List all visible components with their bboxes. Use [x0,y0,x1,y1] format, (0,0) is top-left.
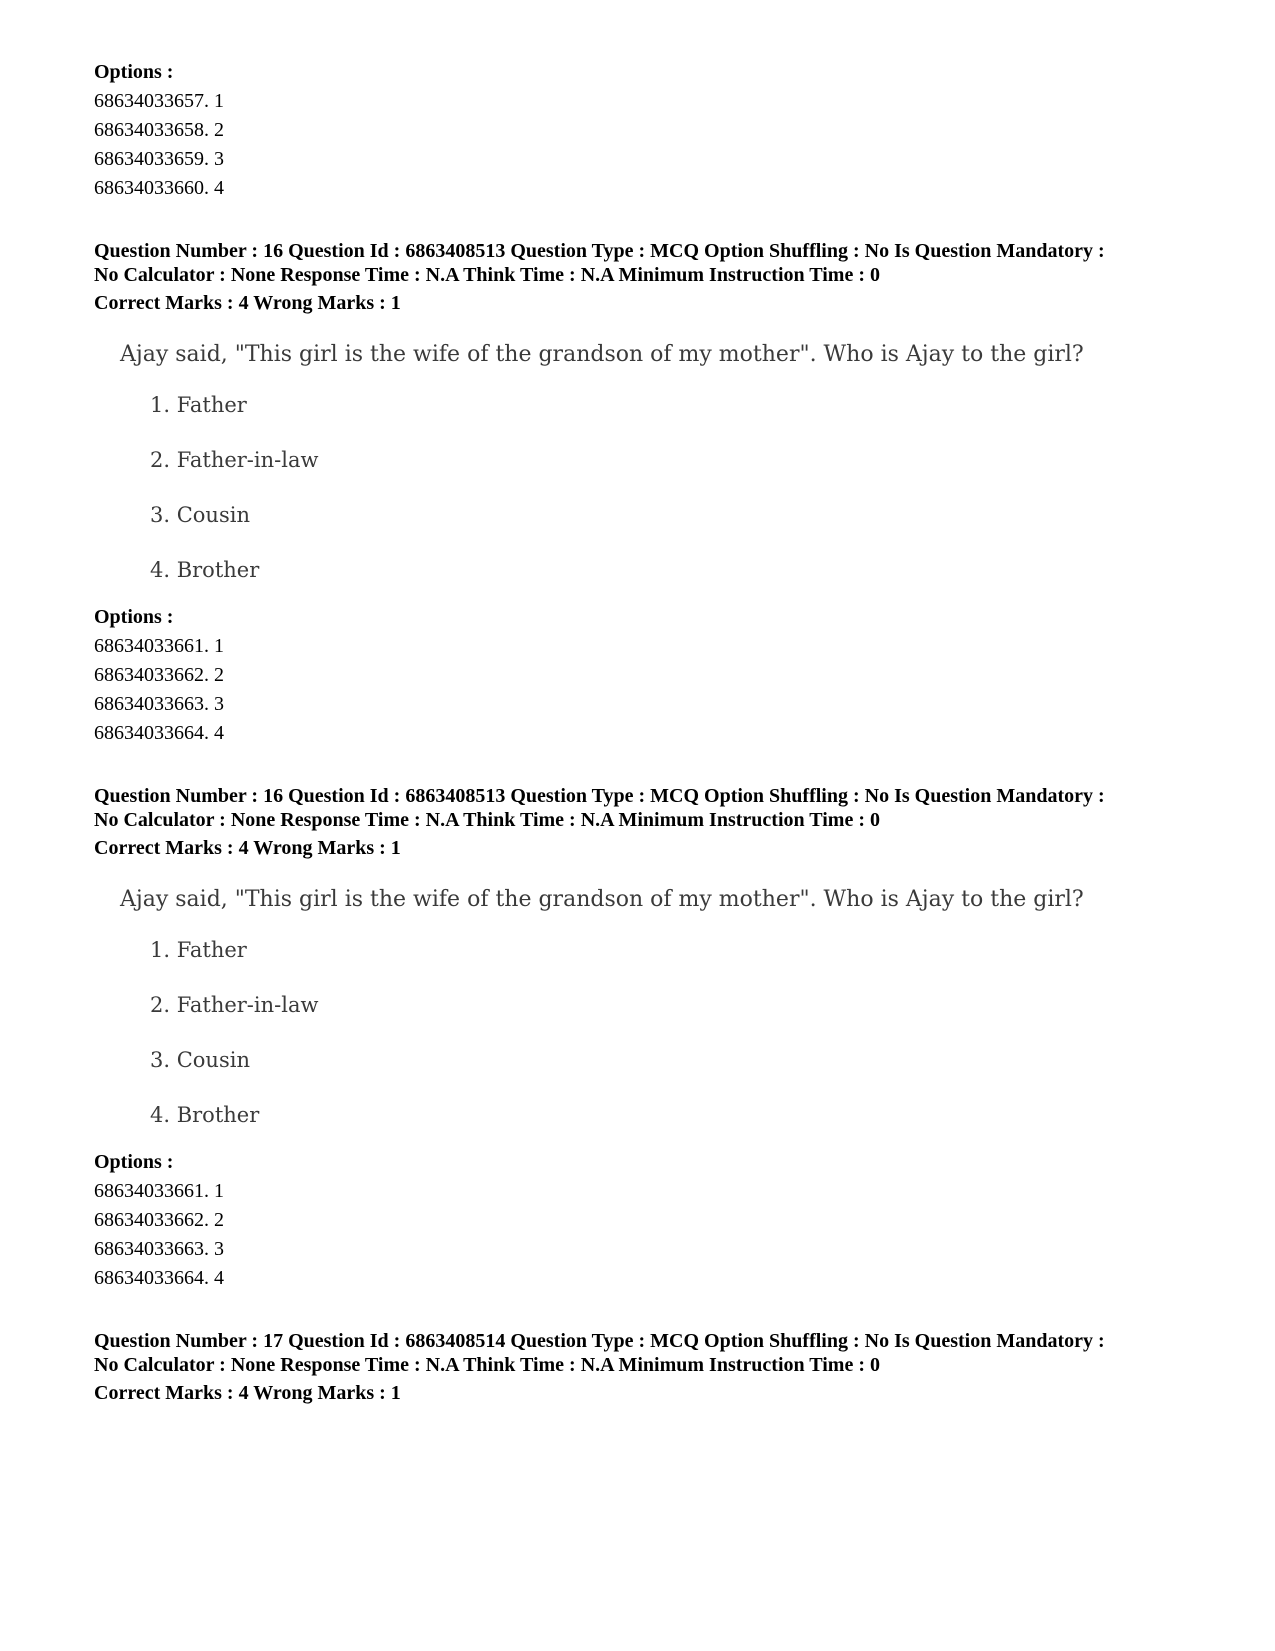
question-block [94,1329,1204,1408]
question-text: Ajay said, "This girl is the wife of the grandson of my mother". Who is Ajay to the girl? [120,887,1084,912]
question-marks: Correct Marks : 4 Wrong Marks : 1 [94,292,401,314]
question-meta-line: Question Number : 16 Question Id : 6863408513 Question Type : MCQ Option Shuffling : No Is Question Mandatory : [94,785,1105,807]
option-item: 68634033659. 3 [94,148,224,170]
option-item: 68634033661. 1 [94,635,224,657]
answer-choice: 1. Father [150,938,247,962]
options-block [94,603,1204,748]
option-item: 68634033664. 4 [94,1267,224,1289]
question-meta-line: Question Number : 17 Question Id : 6863408514 Question Type : MCQ Option Shuffling : No Is Question Mandatory : [94,1330,1105,1352]
option-item: 68634033660. 4 [94,177,224,199]
question-text: Ajay said, "This girl is the wife of the grandson of my mother". Who is Ajay to the girl? [120,342,1084,367]
option-item: 68634033663. 3 [94,693,224,715]
answer-choice: 3. Cousin [150,503,250,527]
question-block [94,239,1204,748]
answer-choice: 1. Father [150,393,247,417]
option-item: 68634033661. 1 [94,1180,224,1202]
option-item: 68634033662. 2 [94,1209,224,1231]
option-item: 68634033663. 3 [94,1238,224,1260]
answer-choice: 2. Father-in-law [150,448,319,472]
options-title: Options : [94,61,174,83]
question-meta-line: Question Number : 16 Question Id : 6863408513 Question Type : MCQ Option Shuffling : No Is Question Mandatory : [94,240,1105,262]
option-item: 68634033662. 2 [94,664,224,686]
answer-choice: 4. Brother [150,1103,260,1127]
options-title: Options : [94,1151,174,1173]
option-item: 68634033657. 1 [94,90,224,112]
answer-choice: 3. Cousin [150,1048,250,1072]
options-block [94,1148,1204,1293]
question-meta-line: No Calculator : None Response Time : N.A Think Time : N.A Minimum Instruction Time : 0 [94,809,880,831]
question-marks: Correct Marks : 4 Wrong Marks : 1 [94,837,401,859]
question-meta-line: No Calculator : None Response Time : N.A Think Time : N.A Minimum Instruction Time : 0 [94,264,880,286]
answer-choice: 4. Brother [150,558,260,582]
options-block-top [94,58,1204,203]
question-block [94,784,1204,1293]
answer-choice: 2. Father-in-law [150,993,319,1017]
options-title: Options : [94,606,174,628]
question-content [120,885,1204,1130]
question-marks: Correct Marks : 4 Wrong Marks : 1 [94,1382,401,1404]
question-meta-line: No Calculator : None Response Time : N.A Think Time : N.A Minimum Instruction Time : 0 [94,1354,880,1376]
option-item: 68634033658. 2 [94,119,224,141]
question-content [120,340,1204,585]
option-item: 68634033664. 4 [94,722,224,744]
document-page [94,58,1204,1408]
